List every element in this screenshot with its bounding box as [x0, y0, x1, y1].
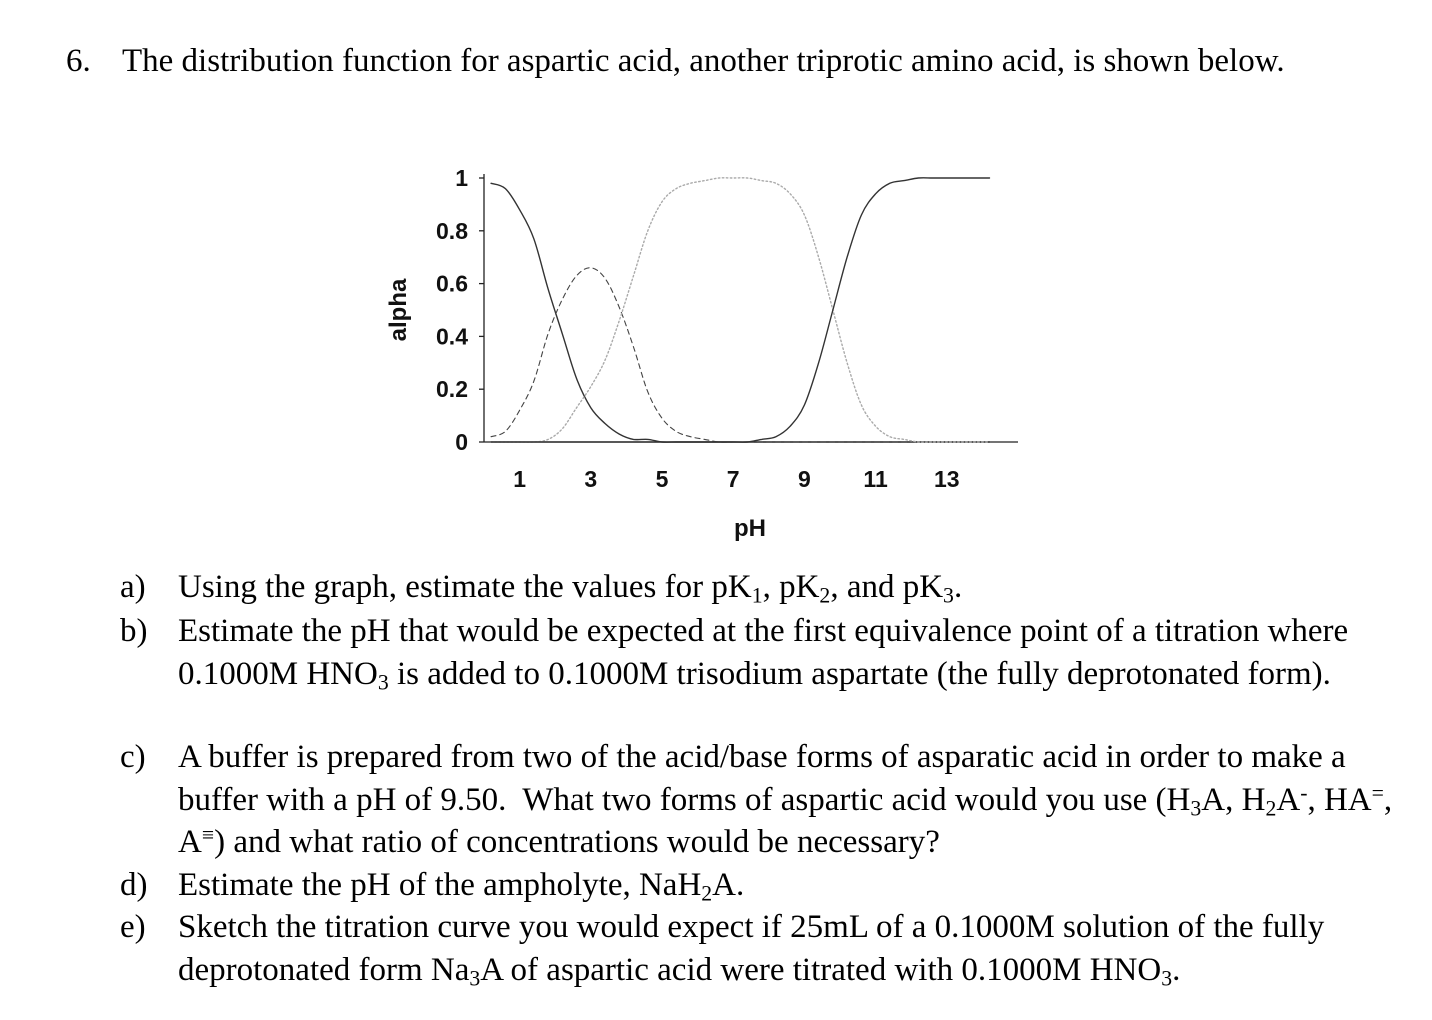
- series-line-2: [491, 178, 989, 442]
- part-b-letter: b): [120, 613, 148, 649]
- x-tick-label: 5: [655, 466, 669, 492]
- x-axis-label: pH: [734, 515, 766, 542]
- part-b-text: Estimate the pH that would be expected at the first equivalence point of a titration where 0.1000M $HNO_3$ is added to 0.1000M trisodium aspartate (the fully deprotonated form).: [178, 613, 1349, 694]
- part-c-letter: c): [120, 739, 146, 775]
- series-line-3: [491, 178, 989, 442]
- part-e-text: Sketch the titration curve you would expect if 25mL of a 0.1000M solution of the fully deprotonated form $Na_3A$ of aspartic acid were titrated with 0.1000M $HNO_3$.: [178, 909, 1325, 990]
- series-line-0: [491, 183, 989, 442]
- x-tick-label: 11: [863, 466, 888, 492]
- y-tick-label: 1: [455, 165, 468, 191]
- part-d-text: Estimate the pH of the ampholyte, NaH$_2$A.: [178, 867, 745, 906]
- part-d-letter: d): [120, 867, 148, 903]
- x-tick-label: 3: [584, 466, 598, 492]
- y-tick-label: 0.8: [436, 217, 468, 244]
- y-axis: [436, 165, 484, 455]
- x-tick-label: 13: [934, 466, 960, 492]
- series-line-1: [491, 268, 989, 442]
- distribution-chart: [360, 150, 1040, 550]
- part-a-letter: a): [120, 569, 146, 605]
- y-tick-label: 0: [455, 429, 468, 455]
- x-axis: [484, 442, 1018, 492]
- part-a-text: Using the graph, estimate the values for $pK_1$, $pK_2$, and $pK_3$.: [178, 569, 963, 608]
- y-axis-label: alpha: [385, 278, 412, 342]
- x-tick-label: 7: [726, 466, 740, 492]
- y-tick-label: 0.2: [436, 376, 468, 403]
- question-intro: The distribution function for aspartic acid, another triprotic amino acid, is shown below.: [122, 43, 1285, 79]
- x-tick-label: 1: [513, 466, 526, 492]
- x-tick-label: 9: [798, 466, 811, 492]
- chart-series: [491, 178, 989, 442]
- y-tick-label: 0.4: [436, 323, 468, 350]
- part-e-letter: e): [120, 909, 146, 945]
- part-c-text: A buffer is prepared from two of the acid/base forms of asparatic acid in order to make a buffer with a pH of 9.50. What two forms of aspartic acid would you use ($H_3A$, $H_2A^-$, HA=, A≡) and what ratio of concentrations would be necessary?: [178, 739, 1393, 860]
- question-number: 6.: [66, 43, 91, 79]
- y-tick-label: 0.6: [436, 270, 468, 297]
